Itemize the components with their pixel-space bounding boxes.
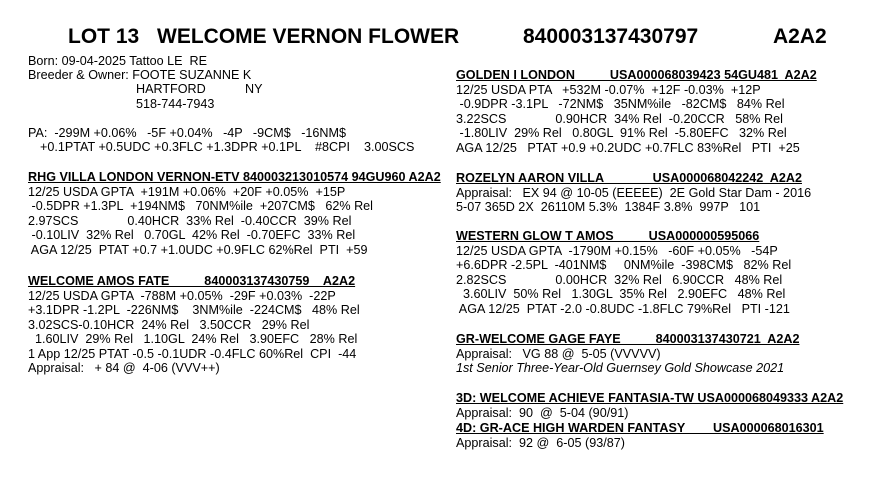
breeder-owner: Breeder & Owner: FOOTE SUZANNE K bbox=[28, 68, 252, 82]
animal-id: 840003137430797 bbox=[523, 25, 699, 48]
dam-sire-block bbox=[456, 229, 791, 316]
dam-sire-line: +6.6DPR -2.5PL -401NM$ 0NM%ile -398CM$ 82% Rel bbox=[456, 258, 792, 272]
dam-dam-block bbox=[456, 332, 799, 376]
sire-line: 2.97SCS 0.40HCR 33% Rel -0.40CCR 39% Rel bbox=[28, 213, 352, 228]
fourth-dam-title: 4D: GR-ACE HIGH WARDEN FANTASY USA000068016301 bbox=[456, 421, 824, 435]
sire-sire-title: GOLDEN I LONDON USA000068039423 54GU481 A2A2 bbox=[456, 68, 817, 82]
dam-sire-line: 12/25 USDA GPTA -1790M +0.15% -60F +0.05% -54P bbox=[456, 243, 778, 258]
beta-casein-code: A2A2 bbox=[773, 25, 827, 48]
dam-line: 12/25 USDA GPTA -788M +0.05% -29F +0.03% -22P bbox=[28, 288, 336, 303]
dam-line: 3.02SCS-0.10HCR 24% Rel 3.50CCR 29% Rel bbox=[28, 317, 310, 332]
sire-sire-line: 3.22SCS 0.90HCR 34% Rel -0.20CCR 58% Rel bbox=[456, 111, 783, 126]
dam-dam-note: 1st Senior Three-Year-Old Guernsey Gold Showcase 2021 bbox=[456, 361, 785, 375]
sire-line: -0.10LIV 32% Rel 0.70GL 42% Rel -0.70EFC 33% Rel bbox=[28, 228, 356, 242]
dam-line: 1.60LIV 29% Rel 1.10GL 24% Rel 3.90EFC 28% Rel bbox=[28, 332, 358, 346]
dam-dam-appraisal: Appraisal: VG 88 @ 5-05 (VVVVV) bbox=[456, 346, 661, 361]
dam-line: +3.1DPR -1.2PL -226NM$ 3NM%ile -224CM$ 48% Rel bbox=[28, 303, 360, 317]
dam-sire-line: AGA 12/25 PTAT -2.0 -0.8UDC -1.8FLC 79%Rel PTI -121 bbox=[456, 301, 790, 316]
breeder-state: NY bbox=[245, 82, 263, 96]
sire-line: AGA 12/25 PTAT +0.7 +1.0UDC +0.9FLC 62%Rel PTI +59 bbox=[28, 242, 368, 257]
born-line: Born: 09-04-2025 Tattoo LE RE bbox=[28, 54, 207, 68]
dam-line: Appraisal: + 84 @ 4-06 (VVV++) bbox=[28, 361, 220, 375]
third-dam-appraisal: Appraisal: 90 @ 5-04 (90/91) bbox=[456, 405, 629, 420]
sire-dam-line: 5-07 365D 2X 26110M 5.3% 1384F 3.8% 997P 101 bbox=[456, 200, 761, 214]
dam-sire-title: WESTERN GLOW T AMOS USA000000595066 bbox=[456, 229, 760, 243]
dam-sire-line: 2.82SCS 0.00HCR 32% Rel 6.90CCR 48% Rel bbox=[456, 272, 783, 287]
third-dam-title: 3D: WELCOME ACHIEVE FANTASIA-TW USA000068049333 A2A2 bbox=[456, 391, 844, 405]
sire-sire-line: 12/25 USDA PTA +532M -0.07% +12F -0.03% +12P bbox=[456, 82, 761, 97]
fourth-dam-appraisal: Appraisal: 92 @ 6-05 (93/87) bbox=[456, 435, 625, 450]
fourth-dam-block bbox=[456, 421, 824, 450]
lot-number: LOT 13 bbox=[68, 25, 140, 48]
sire-block bbox=[28, 170, 441, 257]
dam-dam-title: GR-WELCOME GAGE FAYE 840003137430721 A2A2 bbox=[456, 332, 800, 346]
dam-line: 1 App 12/25 PTAT -0.5 -0.1UDR -0.4FLC 60%Rel CPI -44 bbox=[28, 346, 357, 361]
sire-dam-line: Appraisal: EX 94 @ 10-05 (EEEEE) 2E Gold Star Dam - 2016 bbox=[456, 185, 812, 200]
sire-dam-title: ROZELYN AARON VILLA USA000068042242 A2A2 bbox=[456, 171, 802, 185]
dam-title: WELCOME AMOS FATE 840003137430759 A2A2 bbox=[28, 274, 356, 288]
dam-sire-line: 3.60LIV 50% Rel 1.30GL 35% Rel 2.90EFC 48% Rel bbox=[456, 287, 786, 301]
sire-line: 12/25 USDA GPTA +191M +0.06% +20F +0.05% +15P bbox=[28, 184, 346, 199]
sire-sire-line: -1.80LIV 29% Rel 0.80GL 91% Rel -5.80EFC 32% Rel bbox=[456, 126, 787, 140]
dam-block bbox=[28, 274, 360, 376]
sire-sire-line: -0.9DPR -3.1PL -72NM$ 35NM%ile -82CM$ 84% Rel bbox=[456, 97, 785, 111]
animal-name: WELCOME VERNON FLOWER bbox=[157, 25, 460, 48]
sire-sire-block bbox=[456, 68, 817, 155]
sire-sire-line: AGA 12/25 PTAT +0.9 +0.2UDC +0.7FLC 83%Rel PTI +25 bbox=[456, 140, 800, 155]
third-dam-block bbox=[456, 391, 843, 420]
sire-line: -0.5DPR +1.3PL +194NM$ 70NM%ile +207CM$ 62% Rel bbox=[28, 199, 373, 213]
pa-line-1: PA: -299M +0.06% -5F +0.04% -4P -9CM$ -16NM$ bbox=[28, 126, 347, 140]
sire-title: RHG VILLA LONDON VERNON-ETV 840003213010574 94GU960 A2A2 bbox=[28, 170, 441, 184]
breeder-phone: 518-744-7943 bbox=[136, 97, 215, 111]
pa-line-2: +0.1PTAT +0.5UDC +0.3FLC +1.3DPR +0.1PL #8CPI 3.00SCS bbox=[40, 140, 415, 154]
sire-dam-block bbox=[456, 171, 811, 215]
breeder-city: HARTFORD bbox=[136, 82, 206, 96]
